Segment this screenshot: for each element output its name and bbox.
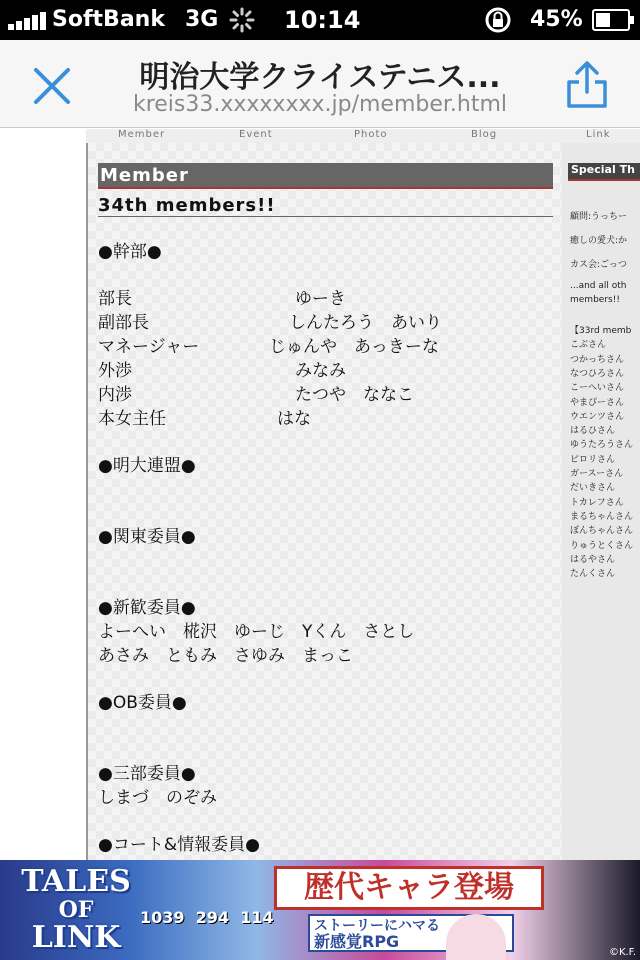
- role-names: みなみ: [295, 361, 346, 381]
- close-icon[interactable]: [30, 64, 74, 108]
- sidebar-line: つかっちさん: [570, 354, 625, 365]
- sidebar-line: 癒しの愛犬:か: [570, 236, 628, 246]
- sidebar-line: members!!: [570, 295, 620, 305]
- role-names: ゆーき: [295, 289, 346, 309]
- role-names: はな: [277, 409, 311, 429]
- role-label: 副部長: [98, 313, 149, 333]
- role-names: たつや ななこ: [295, 385, 414, 405]
- game-logo: TALES OF LINK: [21, 864, 131, 955]
- sidebar-line: ガースーさん: [570, 469, 624, 479]
- role-row: [98, 404, 311, 429]
- role-label: 内渉: [98, 385, 132, 405]
- rotation-lock-icon: [482, 7, 516, 33]
- sidebar: [562, 143, 640, 860]
- site-nav: [86, 129, 640, 143]
- battery-percent: 45%: [530, 7, 583, 32]
- sidebar-line: トカレフさん: [570, 497, 624, 508]
- role-names: しんたろう あいり: [289, 313, 442, 333]
- ob-header: ●OB委員●: [98, 693, 187, 713]
- nav-photo[interactable]: Photo: [354, 129, 388, 140]
- shinkan-header: ●新歓委員●: [98, 598, 196, 618]
- activity-spinner-icon: [229, 7, 255, 33]
- sidebar-line: こぶさん: [570, 340, 607, 351]
- meidai-header: ●明大連盟●: [98, 456, 196, 476]
- battery-icon: [592, 9, 630, 31]
- sidebar-line: りゅうとくさん: [570, 540, 634, 551]
- browser-header: [0, 40, 640, 128]
- sidebar-line: ピロリさん: [570, 454, 616, 465]
- sidebar-line: まるちゃんさん: [570, 511, 634, 522]
- sidebar-line: こーへいさん: [570, 383, 625, 394]
- role-label: マネージャー: [98, 337, 200, 357]
- page-url[interactable]: kreis33.xxxxxxxx.jp/member.html: [132, 92, 508, 117]
- signal-icon: [8, 12, 48, 30]
- ad-banner[interactable]: [0, 860, 640, 960]
- sanbu-members: しまづ のぞみ: [98, 788, 217, 808]
- ad-subtext: ストーリーにハマる 新感覚RPG: [308, 914, 514, 952]
- network-type: 3G: [185, 7, 219, 32]
- role-row: [98, 284, 346, 309]
- sidebar-line: ウエンツさん: [570, 411, 625, 422]
- nav-member[interactable]: Member: [118, 129, 166, 140]
- carrier-label: SoftBank: [52, 7, 165, 32]
- role-row: [98, 356, 346, 381]
- kanto-header: ●関東委員●: [98, 527, 196, 547]
- section-title: Member: [98, 163, 553, 189]
- sidebar-line: はるやさん: [570, 554, 616, 565]
- court-header: ●コート&情報委員●: [98, 835, 260, 855]
- nav-event[interactable]: Event: [239, 129, 273, 140]
- sidebar-line: 顧問:うっちー: [570, 212, 628, 222]
- sidebar-line: だいきさん: [570, 483, 616, 494]
- nav-link[interactable]: Link: [586, 129, 611, 140]
- clock: 10:14: [284, 6, 361, 34]
- members-subtitle: 34th members!!: [98, 195, 553, 217]
- role-row: [98, 308, 442, 333]
- page-title: 明治大学クライステニス...: [139, 60, 501, 95]
- role-row: [98, 332, 439, 357]
- role-label: 部長: [98, 289, 132, 309]
- ad-stats: 1039 294 114: [140, 908, 274, 927]
- status-bar: [0, 0, 640, 40]
- sidebar-title: Special Th: [568, 163, 640, 181]
- sidebar-line: なつひろさん: [570, 368, 625, 379]
- role-label: 本女主任: [98, 409, 166, 429]
- share-icon[interactable]: [562, 60, 612, 110]
- sidebar-line: ぽんちゃんさん: [570, 526, 634, 537]
- nav-blog[interactable]: Blog: [471, 129, 498, 140]
- web-page: [0, 129, 640, 860]
- sanbu-header: ●三部委員●: [98, 764, 196, 784]
- sidebar-line: はるひさん: [570, 426, 616, 437]
- ad-headline: 歴代キャラ登場: [274, 866, 544, 910]
- shinkan-members-1: よーへい 椛沢 ゆーじ Yくん さとし: [98, 622, 415, 642]
- role-label: 外渉: [98, 361, 132, 381]
- role-row: [98, 380, 414, 405]
- main-content: [86, 143, 562, 860]
- sidebar-line: たんくさん: [570, 569, 616, 580]
- sidebar-line: ...and all oth: [570, 281, 627, 291]
- ad-credit: ©K.F.: [608, 947, 636, 958]
- sidebar-line: やまぴーさん: [570, 397, 625, 408]
- kanbu-header: ●幹部●: [98, 242, 162, 262]
- role-names: じゅんや あっきーな: [269, 337, 439, 357]
- sidebar-line: 【33rd memb: [570, 326, 632, 336]
- shinkan-members-2: あさみ ともみ さゆみ まっこ: [98, 646, 353, 666]
- sidebar-line: カス会:ごっつ: [570, 260, 627, 270]
- sidebar-line: ゆうたろうさん: [570, 440, 634, 451]
